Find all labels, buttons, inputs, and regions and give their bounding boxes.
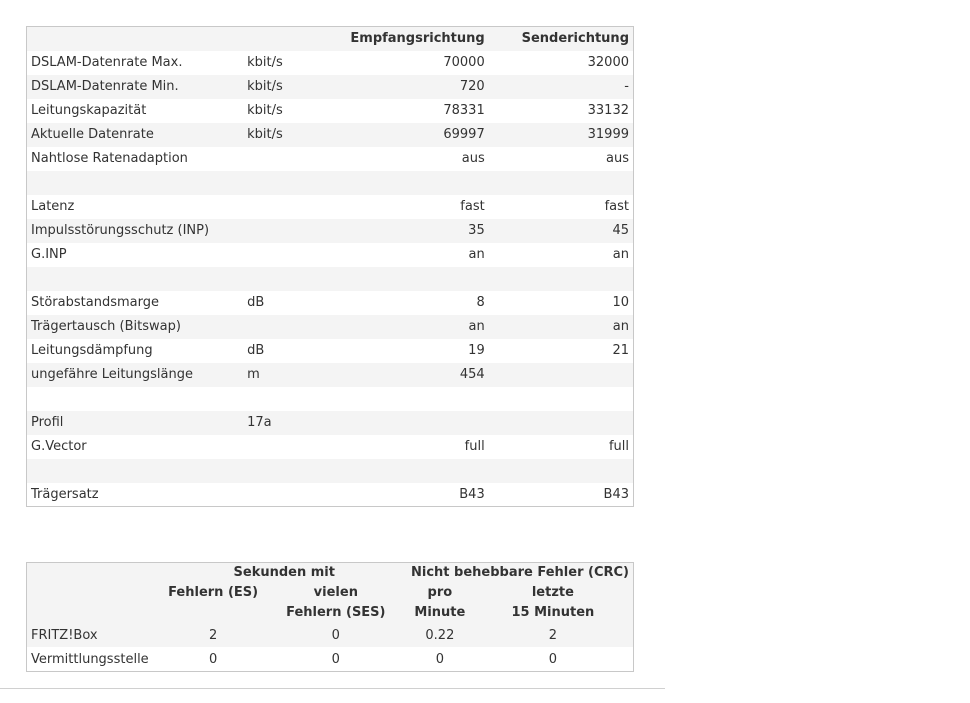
row-unit: kbit/s xyxy=(247,55,283,70)
row-upstream-value: B43 xyxy=(603,486,629,502)
line-table-spacer-row xyxy=(27,459,634,483)
line-table-row xyxy=(27,75,634,99)
row-unit xyxy=(243,219,346,243)
row-unit: kbit/s xyxy=(247,127,283,142)
row-downstream-value: fast xyxy=(460,199,485,214)
row-label xyxy=(27,387,244,411)
row-downstream-value: B43 xyxy=(459,486,485,502)
row-label: G.INP xyxy=(31,247,67,262)
row-unit: 17a xyxy=(247,415,272,430)
header-downstream: Empfangsrichtung xyxy=(350,31,485,47)
row-last15-value: 0 xyxy=(548,651,558,667)
row-per-minute-value: 0 xyxy=(435,651,444,667)
line-table-row xyxy=(27,363,634,387)
row-label: Vermittlungsstelle xyxy=(31,651,149,667)
row-label xyxy=(27,171,244,195)
row-label: DSLAM-Datenrate Min. xyxy=(31,79,179,94)
row-downstream-value: 454 xyxy=(459,367,485,382)
col-blank xyxy=(27,583,162,623)
row-upstream-value: 31999 xyxy=(587,127,629,142)
row-downstream-value: an xyxy=(468,247,485,262)
col-last15-line1: letzte xyxy=(531,585,574,600)
row-downstream-value xyxy=(346,459,488,483)
line-table-row xyxy=(27,411,634,435)
row-downstream-value: 78331 xyxy=(443,103,485,118)
col-last15-line2: 15 Minuten xyxy=(511,605,595,620)
row-label: Impulsstörungsschutz (INP) xyxy=(31,223,210,238)
row-upstream-value xyxy=(489,411,634,435)
row-es-value: 2 xyxy=(208,627,218,643)
line-table-spacer-row xyxy=(27,171,634,195)
row-upstream-value xyxy=(489,459,634,483)
row-label: Trägersatz xyxy=(31,486,99,502)
col-ses-line2: Fehlern (SES) xyxy=(286,605,386,620)
row-label: Störabstandsmarge xyxy=(31,295,159,310)
row-label: Trägertausch (Bitswap) xyxy=(31,319,181,334)
row-downstream-value: 19 xyxy=(468,343,485,358)
line-table-row xyxy=(27,315,634,339)
row-downstream-value xyxy=(346,171,488,195)
header-upstream: Senderichtung xyxy=(521,31,629,47)
row-unit: kbit/s xyxy=(247,79,283,94)
row-downstream-value: 70000 xyxy=(443,55,485,70)
row-upstream-value: 10 xyxy=(612,295,629,310)
row-label: Leitungsdämpfung xyxy=(31,343,153,358)
row-label: ungefähre Leitungslänge xyxy=(31,367,193,382)
row-upstream-value xyxy=(489,171,634,195)
col-per-minute-header xyxy=(407,583,473,623)
row-unit xyxy=(243,315,346,339)
line-table-header-row xyxy=(27,27,634,51)
row-downstream-value xyxy=(346,411,488,435)
row-downstream-value xyxy=(346,267,488,291)
row-downstream-value: aus xyxy=(461,151,485,166)
row-ses-value: 0 xyxy=(331,651,340,667)
line-table-row xyxy=(27,123,634,147)
error-group-header-row xyxy=(27,563,634,584)
row-downstream-value: 720 xyxy=(459,79,485,94)
line-table-row xyxy=(27,99,634,123)
row-unit xyxy=(243,459,346,483)
row-upstream-value: - xyxy=(624,79,629,94)
row-downstream-value: full xyxy=(464,439,485,454)
row-unit xyxy=(243,195,346,219)
row-unit xyxy=(243,267,346,291)
row-upstream-value: 33132 xyxy=(587,103,629,118)
group-seconds-header: Sekunden mit xyxy=(233,565,335,580)
row-downstream-value: 35 xyxy=(468,223,485,238)
row-unit xyxy=(243,243,346,267)
row-label: FRITZ!Box xyxy=(31,627,98,643)
row-label: Latenz xyxy=(31,199,75,214)
row-downstream-value: 69997 xyxy=(443,127,485,142)
col-last15-header xyxy=(473,583,634,623)
row-unit xyxy=(243,483,346,507)
row-unit xyxy=(243,147,346,171)
row-upstream-value xyxy=(489,267,634,291)
dsl-line-table xyxy=(26,26,634,507)
col-per-minute-line2: Minute xyxy=(414,605,466,620)
col-per-minute-line1: pro xyxy=(427,585,453,600)
row-upstream-value: an xyxy=(612,319,629,334)
line-table-row xyxy=(27,435,634,459)
row-downstream-value: 8 xyxy=(476,295,485,310)
row-label: Aktuelle Datenrate xyxy=(31,127,154,142)
row-unit: dB xyxy=(247,295,265,310)
row-unit: m xyxy=(247,367,260,382)
row-upstream-value: 21 xyxy=(612,343,629,358)
header-blank xyxy=(27,27,244,51)
row-label: Nahtlose Ratenadaption xyxy=(31,151,188,166)
row-upstream-value: full xyxy=(608,439,629,454)
error-table-row xyxy=(27,623,634,647)
group-blank xyxy=(27,563,162,584)
row-upstream-value: fast xyxy=(604,199,629,214)
row-unit: kbit/s xyxy=(247,103,283,118)
row-upstream-value: 32000 xyxy=(587,55,629,70)
group-crc-header: Nicht behebbare Fehler (CRC) xyxy=(411,565,629,580)
error-statistics-table xyxy=(26,562,634,672)
line-table-row xyxy=(27,51,634,75)
row-upstream-value xyxy=(489,363,634,387)
line-table-row xyxy=(27,195,634,219)
row-unit xyxy=(243,171,346,195)
col-es-label: Fehlern (ES) xyxy=(168,585,259,600)
line-table-spacer-row xyxy=(27,387,634,411)
row-upstream-value: aus xyxy=(606,151,629,166)
row-per-minute-value: 0.22 xyxy=(425,627,455,643)
line-table-row xyxy=(27,291,634,315)
row-upstream-value: an xyxy=(612,247,629,262)
row-ses-value: 0 xyxy=(331,627,340,643)
row-unit xyxy=(243,435,346,459)
error-column-header-row xyxy=(27,583,634,623)
line-table-row xyxy=(27,219,634,243)
error-table-row xyxy=(27,647,634,672)
row-downstream-value xyxy=(346,387,488,411)
row-unit: dB xyxy=(247,343,265,358)
row-label: G.Vector xyxy=(31,439,87,454)
col-ses-line1: vielen xyxy=(313,585,358,600)
row-unit xyxy=(243,387,346,411)
row-last15-value: 2 xyxy=(548,627,558,643)
row-label: DSLAM-Datenrate Max. xyxy=(31,55,183,70)
line-table-row xyxy=(27,243,634,267)
header-blank-unit xyxy=(243,27,346,51)
row-label xyxy=(27,459,244,483)
row-upstream-value xyxy=(489,387,634,411)
row-upstream-value: 45 xyxy=(612,223,629,238)
line-table-row xyxy=(27,339,634,363)
row-downstream-value: an xyxy=(468,319,485,334)
col-es-header xyxy=(162,583,265,623)
row-label: Leitungskapazität xyxy=(31,103,147,118)
line-table-row xyxy=(27,147,634,171)
line-table-spacer-row xyxy=(27,267,634,291)
row-label: Profil xyxy=(31,415,64,430)
line-table-row xyxy=(27,483,634,507)
page-divider xyxy=(0,688,665,689)
row-es-value: 0 xyxy=(208,651,218,667)
col-ses-header xyxy=(265,583,407,623)
row-label xyxy=(27,267,244,291)
